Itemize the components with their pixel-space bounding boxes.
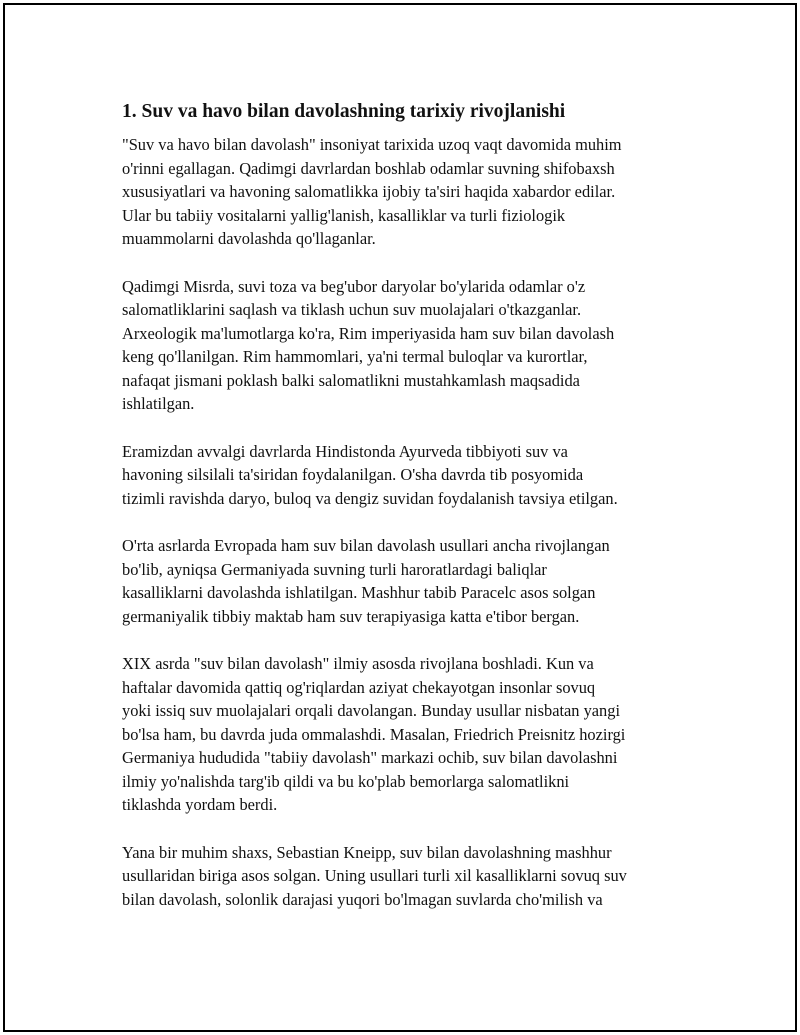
paragraph-line: haftalar davomida qattiq og'riqlardan aziyat chekayotgan insonlar sovuq	[122, 677, 596, 697]
paragraph-line: Ular bu tabiiy vositalarni yallig'lanish, kasalliklar va turli fiziologik	[122, 205, 566, 225]
paragraph-line: havoning silsilali ta'siridan foydalanilgan. O'sha davrda tib posyomida	[122, 465, 584, 484]
paragraph-line: kasalliklarni davolashda ishlatilgan. Mashhur tabib Paracelc asos solgan	[122, 583, 596, 602]
paragraph-line: tizimli ravishda daryo, buloq va dengiz suvidan foydalanish tavsiya etilgan.	[122, 488, 618, 508]
paragraph-line: Yana bir muhim shaxs, Sebastian Kneipp, suv bilan davolashning mashhur	[122, 842, 612, 862]
paragraph-line: keng qo'llanilgan. Rim hammomlari, ya'ni termal buloqlar va kurortlar,	[122, 347, 588, 366]
paragraph-line: Germaniya hududida "tabiiy davolash" markazi ochib, suv bilan davolashni	[122, 748, 618, 767]
paragraph-2	[122, 275, 702, 416]
paragraph-3	[122, 440, 702, 511]
paragraph-line: "Suv va havo bilan davolash" insoniyat tarixida uzoq vaqt davomida muhim	[122, 135, 622, 154]
document-page	[3, 3, 797, 1032]
paragraph-line: Arxeologik ma'lumotlarga ko'ra, Rim imperiyasida ham suv bilan davolash	[122, 323, 615, 343]
paragraph-5	[122, 652, 702, 817]
paragraph-line: bilan davolash, solonlik darajasi yuqori bo'lmagan suvlarda cho'milish va	[122, 889, 603, 909]
paragraph-line: yoki issiq suv muolajalari orqali davolangan. Bunday usullar nisbatan yangi	[122, 701, 621, 720]
paragraph-4	[122, 534, 702, 628]
paragraph-line: bo'lib, ayniqsa Germaniyada suvning turli haroratlardagi baliqlar	[122, 559, 547, 579]
paragraph-line: nafaqat jismani poklash balki salomatlikni mustahkamlash maqsadida	[122, 370, 580, 390]
paragraph-6	[122, 841, 702, 912]
paragraph-line: germaniyalik tibbiy maktab ham suv terapiyasiga katta e'tibor bergan.	[122, 606, 580, 626]
paragraph-line: muammolarni davolashda qo'llaganlar.	[122, 229, 376, 248]
paragraph-line: ilmiy yo'nalishda targ'ib qildi va bu ko'plab bemorlarga salomatlikni	[122, 771, 570, 791]
paragraph-line: Eramizdan avvalgi davrlarda Hindistonda Ayurveda tibbiyoti suv va	[122, 441, 568, 461]
paragraph-line: xususiyatlari va havoning salomatlikka ijobiy ta'siri haqida xabardor edilar.	[122, 182, 616, 201]
paragraph-line: o'rinni egallagan. Qadimgi davrlardan boshlab odamlar suvning shifobaxsh	[122, 158, 615, 178]
paragraph-line: ishlatilgan.	[122, 394, 195, 413]
paragraph-line: salomatliklarini saqlash va tiklash uchun suv muolajalari o'tkazganlar.	[122, 300, 582, 319]
paragraph-line: Qadimgi Misrda, suvi toza va beg'ubor daryolar bo'ylarida odamlar o'z	[122, 276, 586, 296]
paragraph-line: usullaridan biriga asos solgan. Uning usullari turli xil kasalliklarni sovuq suv	[122, 866, 627, 885]
paragraph-line: tiklashda yordam berdi.	[122, 795, 278, 814]
paragraph-1	[122, 133, 702, 251]
section-heading: 1. Suv va havo bilan davolashning tarixiy rivojlanishi	[122, 101, 566, 122]
document-content	[122, 100, 702, 935]
paragraph-line: XIX asrda "suv bilan davolash" ilmiy asosda rivojlana boshladi. Kun va	[122, 654, 594, 673]
paragraph-line: O'rta asrlarda Evropada ham suv bilan davolash usullari ancha rivojlangan	[122, 536, 610, 555]
paragraph-line: bo'lsa ham, bu davrda juda ommalashdi. Masalan, Friedrich Preisnitz hozirgi	[122, 724, 626, 744]
